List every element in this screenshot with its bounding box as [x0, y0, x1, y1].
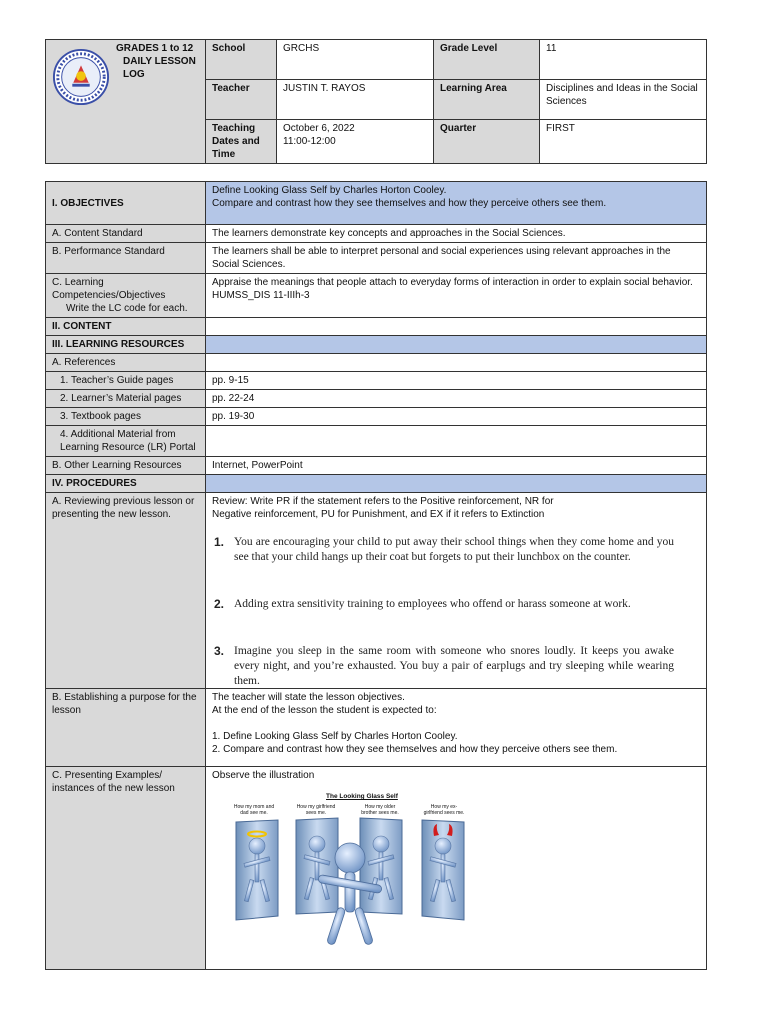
review-item [214, 644, 674, 689]
references-value [206, 354, 707, 372]
illustration-caption: How my mom and dad see me. [233, 804, 275, 816]
performance-standard-value: The learners shall be able to interpret personal and social experiences using relevant approaches in the Social Sciences. [206, 243, 707, 274]
procedures-value [206, 475, 707, 493]
competencies-label-note: Write the LC code for each. [66, 303, 188, 314]
textbook-value: pp. 19-30 [206, 408, 707, 426]
learning-area-label: Learning Area [434, 80, 540, 120]
purpose-line: At the end of the lesson the student is expected to: [212, 705, 437, 716]
performance-standard-label: B. Performance Standard [46, 243, 206, 274]
dll-title [116, 42, 198, 81]
review-instruction: Review: Write PR if the statement refers to the Positive reinforcement, NR for [212, 496, 554, 507]
review-item-text: Adding extra sensitivity training to employees who offend or harass someone at work. [234, 598, 631, 610]
objective-line: Compare and contrast how they see themselves and how they perceive others see them. [212, 198, 607, 209]
header-table [45, 39, 707, 164]
illustration-caption: How my girlfriend sees me. [296, 804, 336, 816]
reviewing-value [206, 493, 707, 689]
grade-level-value: 11 [540, 40, 707, 80]
review-item [214, 597, 674, 612]
purpose-value [206, 689, 707, 767]
references-label: A. References [46, 354, 206, 372]
objective-line: Define Looking Glass Self by Charles Horton Cooley. [212, 185, 447, 196]
competencies-label-text: C. Learning Competencies/Objectives [52, 277, 166, 301]
teaching-time: 11:00-12:00 [283, 136, 336, 147]
review-item-number: 1. [214, 535, 225, 549]
additional-material-label: 4. Additional Material from Learning Resource (LR) Portal [46, 426, 206, 457]
purpose-line: The teacher will state the lesson objectives. [212, 692, 405, 703]
learners-material-value: pp. 22-24 [206, 390, 707, 408]
teachers-guide-value: pp. 9-15 [206, 372, 707, 390]
content-value [206, 318, 707, 336]
other-resources-label: B. Other Learning Resources [46, 457, 206, 475]
presenting-examples-value [206, 767, 707, 970]
title-line: LOG [123, 69, 145, 80]
title-line: GRADES 1 to 12 [116, 43, 194, 54]
additional-material-value [206, 426, 707, 457]
review-item-number: 2. [214, 597, 225, 611]
school-label: School [206, 40, 277, 80]
reviewing-label: A. Reviewing previous lesson or presenting the new lesson. [46, 493, 206, 689]
purpose-objective: 1. Define Looking Glass Self by Charles Horton Cooley. [212, 731, 458, 742]
quarter-label: Quarter [434, 120, 540, 164]
review-item-text: Imagine you sleep in the same room with someone who snores loudly. It keeps you awake every night, and you’re exhausted. You buy a pair of earplugs and try sleeping while wearing them. [234, 645, 674, 687]
purpose-objective: 2. Compare and contrast how they see themselves and how they perceive others see them. [212, 744, 618, 755]
objectives-value [206, 182, 707, 225]
presenting-examples-label: C. Presenting Examples/ instances of the new lesson [46, 767, 206, 970]
competencies-value: Appraise the meanings that people attach to everyday forms of interaction in order to explain social behavior. HUMSS_DIS 11-IIIh-3 [206, 274, 707, 318]
learners-material-label: 2. Learner’s Material pages [46, 390, 206, 408]
competencies-label [46, 274, 206, 318]
lesson-table [45, 181, 707, 970]
teaching-dates-label: Teaching Dates and Time [206, 120, 277, 164]
looking-glass-illustration [226, 790, 476, 950]
teachers-guide-label: 1. Teacher’s Guide pages [46, 372, 206, 390]
deped-seal-icon [52, 48, 110, 106]
other-resources-value: Internet, PowerPoint [206, 457, 707, 475]
content-standard-label: A. Content Standard [46, 225, 206, 243]
textbook-label: 3. Textbook pages [46, 408, 206, 426]
teacher-value: JUSTIN T. RAYOS [277, 80, 434, 120]
review-item-text: You are encouraging your child to put away their school things when they come home and you see that your child hangs up their coat but forgets to put their lunchbox on the counter. [234, 536, 674, 563]
mirror-figures-icon [226, 816, 476, 950]
illustration-caption: How my older brother sees me. [361, 804, 399, 816]
teacher-label: Teacher [206, 80, 277, 120]
illustration-instruction: Observe the illustration [212, 770, 315, 781]
purpose-label: B. Establishing a purpose for the lesson [46, 689, 206, 767]
school-value: GRCHS [277, 40, 434, 80]
objectives-label: I. OBJECTIVES [46, 182, 206, 225]
review-instruction: Negative reinforcement, PU for Punishment, and EX if it refers to Extinction [212, 509, 545, 520]
title-line: DAILY LESSON [123, 56, 196, 67]
teaching-dates-value [277, 120, 434, 164]
header-title-cell [46, 40, 206, 164]
procedures-label: IV. PROCEDURES [46, 475, 206, 493]
learning-area-value: Disciplines and Ideas in the Social Sciences [540, 80, 707, 120]
learning-resources-value [206, 336, 707, 354]
review-items [212, 521, 700, 687]
teaching-date: October 6, 2022 [283, 123, 355, 134]
grade-level-label: Grade Level [434, 40, 540, 80]
content-standard-value: The learners demonstrate key concepts and approaches in the Social Sciences. [206, 225, 707, 243]
illustration-title: The Looking Glass Self [326, 793, 398, 800]
learning-resources-label: III. LEARNING RESOURCES [46, 336, 206, 354]
review-item [214, 535, 674, 565]
content-label: II. CONTENT [46, 318, 206, 336]
quarter-value: FIRST [540, 120, 707, 164]
illustration-caption: How my ex-girlfriend sees me. [423, 804, 465, 816]
review-item-number: 3. [214, 644, 225, 658]
